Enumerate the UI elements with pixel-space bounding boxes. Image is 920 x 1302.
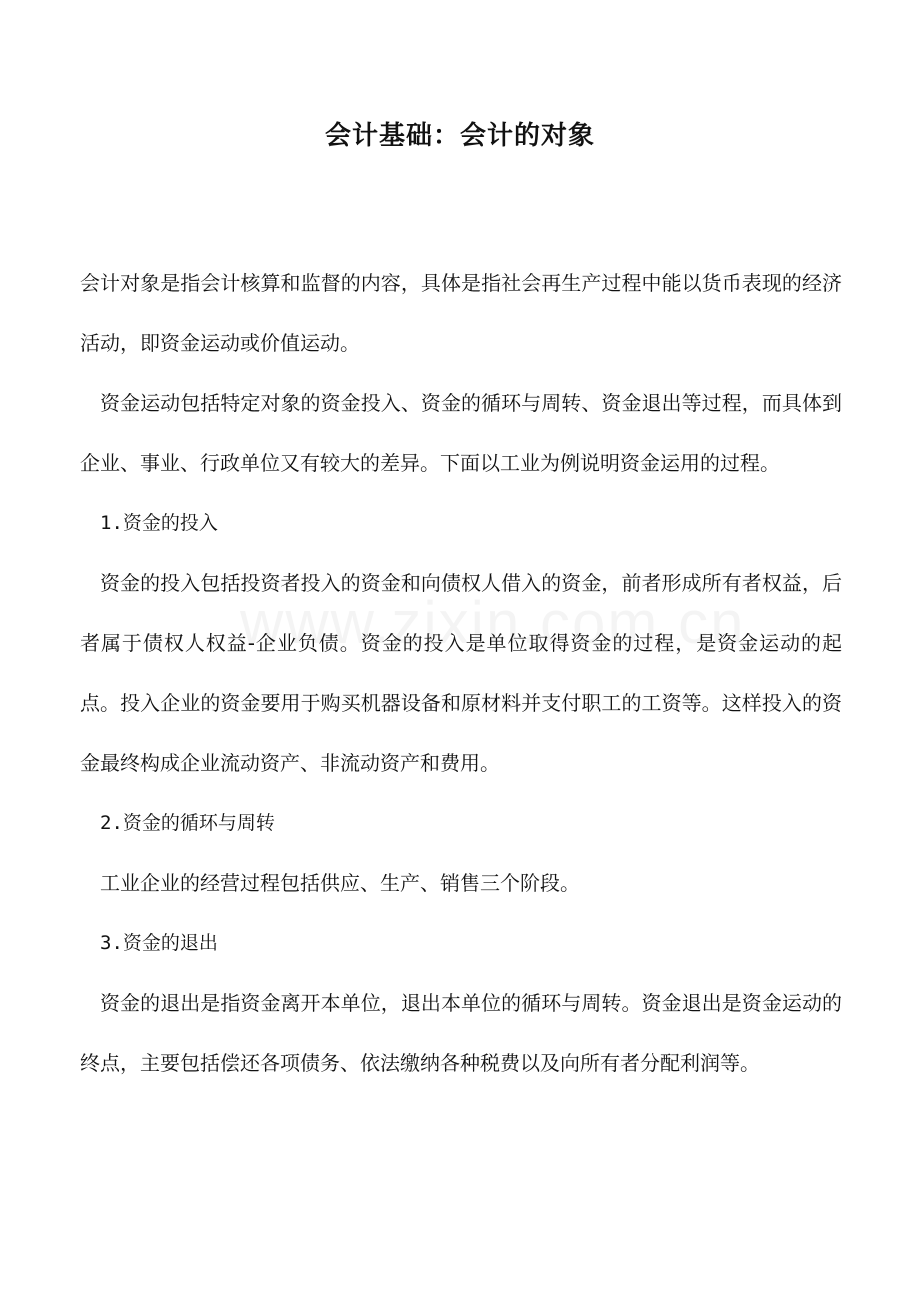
- document-title: 会计基础：会计的对象: [324, 121, 595, 151]
- paragraph-capital-movement: 资金运动包括特定对象的资金投入、资金的循环与周转、资金退出等过程，而具体到企业、事业、行政单位又有较大的差异。下面以工业为例说明资金运用的过程。: [80, 391, 842, 475]
- section-heading-withdrawal: 3.资金的退出: [100, 932, 218, 954]
- paragraph-definition: 会计对象是指会计核算和监督的内容，具体是指社会再生产过程中能以货币表现的经济活动，即资金运动或价值运动。: [80, 271, 842, 355]
- document-body: [80, 253, 842, 1093]
- section-heading-investment: 1.资金的投入: [100, 512, 218, 534]
- paragraph-circulation: 工业企业的经营过程包括供应、生产、销售三个阶段。: [100, 871, 580, 895]
- paragraph-investment: 资金的投入包括投资者投入的资金和向债权人借入的资金，前者形成所有者权益，后者属于债权人权益-企业负债。资金的投入是单位取得资金的过程，是资金运动的起点。投入企业的资金要用于购买机器设备和原材料并支付职工的工资等。这样投入的资金最终构成企业流动资产、非流动资产和费用。: [80, 571, 842, 775]
- paragraph-withdrawal: 资金的退出是指资金离开本单位，退出本单位的循环与周转。资金退出是资金运动的终点，主要包括偿还各项债务、依法缴纳各种税费以及向所有者分配利润等。: [80, 991, 842, 1075]
- section-heading-circulation: 2.资金的循环与周转: [100, 812, 275, 834]
